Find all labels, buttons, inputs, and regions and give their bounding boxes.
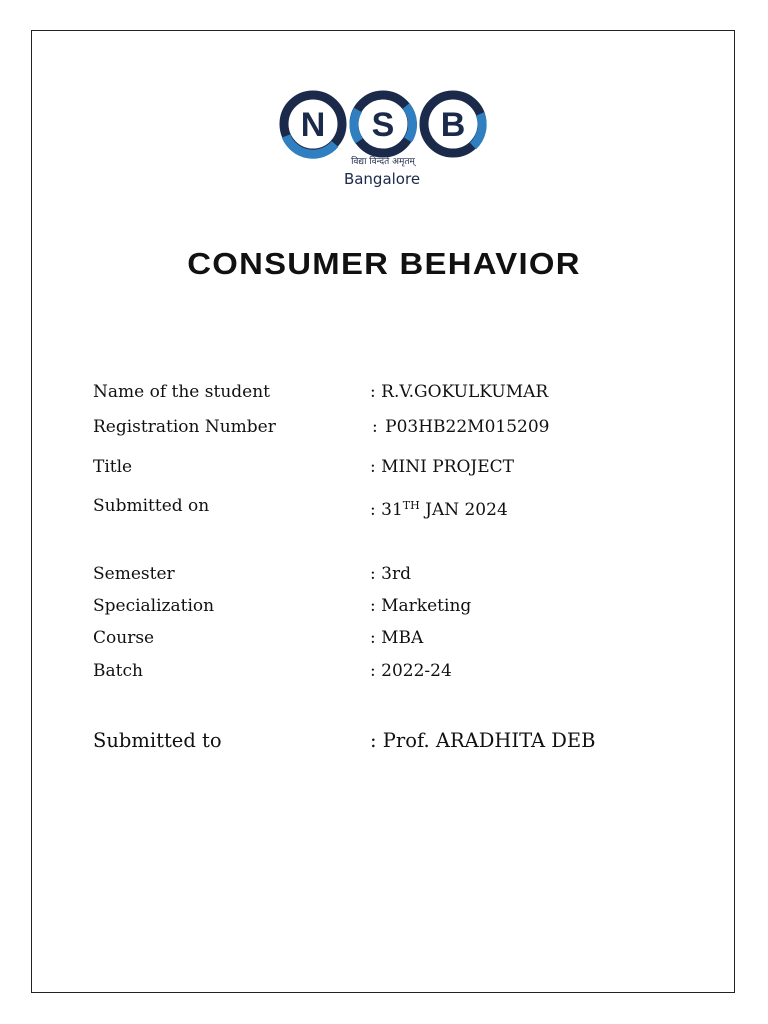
field-label: Specialization (93, 596, 215, 616)
field-value: : Prof. ARADHITA DEB (370, 729, 596, 752)
field-value: : MINI PROJECT (370, 457, 515, 477)
field-label: Registration Number (93, 417, 276, 437)
logo-tagline: विद्या विन्दते अमृतम् (351, 157, 415, 167)
logo-wordmark: Bangalore (343, 170, 421, 188)
field-value: : P03HB22M015209 (372, 417, 550, 437)
field-label: Submitted on (93, 496, 210, 516)
field-value: : 3rd (370, 564, 411, 584)
field-label: Course (93, 628, 155, 648)
field-value: : 31TH JAN 2024 (370, 499, 508, 520)
field-value: : R.V.GOKULKUMAR (370, 382, 549, 402)
field-value: : 2022-24 (370, 661, 452, 681)
field-value: : MBA (370, 628, 424, 648)
field-label: Semester (93, 564, 175, 584)
logo-letter-s: S (371, 106, 395, 144)
field-label: Submitted to (93, 729, 222, 752)
document-title: CONSUMER BEHAVIOR (187, 246, 581, 281)
field-label: Title (93, 457, 133, 477)
nsb-logo-rings (275, 84, 493, 170)
field-value: : Marketing (370, 596, 472, 616)
logo-letter-n: N (300, 106, 326, 144)
field-label: Name of the student (93, 382, 270, 402)
field-label: Batch (93, 661, 143, 681)
nsb-logo (275, 84, 493, 192)
logo-letter-b: B (440, 106, 466, 144)
